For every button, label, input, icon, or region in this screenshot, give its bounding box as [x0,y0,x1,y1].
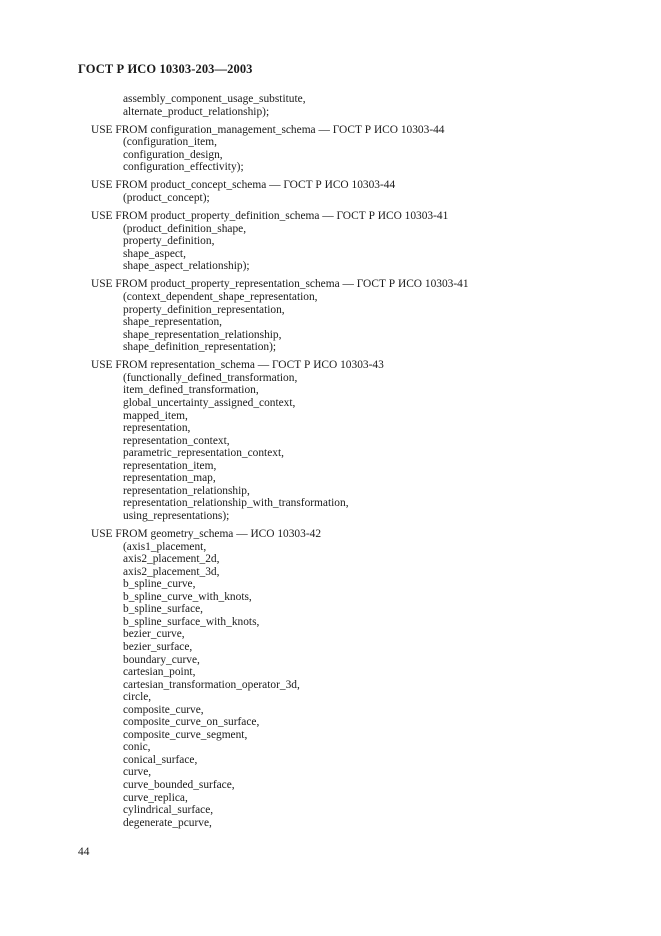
schema-item: shape_representation, [123,316,222,329]
schema-item: (configuration_item, [123,136,217,149]
schema-item: configuration_design, [123,148,223,161]
use-block [91,210,611,273]
schema-item: representation_map, [123,472,216,485]
use-from-line: USE FROM product_property_definition_schema — ГОСТ Р ИСО 10303-41 [91,210,449,223]
schema-item: composite_curve_on_surface, [123,716,260,729]
schema-item: assembly_component_usage_substitute, [123,93,306,105]
schema-item: shape_aspect_relationship); [123,260,250,273]
schema-item: curve, [123,766,152,779]
schema-item: item_defined_transformation, [123,384,259,397]
use-from-line: USE FROM geometry_schema — ИСО 10303-42 [91,528,322,541]
schema-item: shape_representation_relationship, [123,328,282,341]
schema-item: parametric_representation_context, [123,447,284,460]
schema-item: global_uncertainty_assigned_context, [123,397,296,409]
schema-item: mapped_item, [123,409,188,422]
schema-item: using_representations); [123,509,230,522]
use-from-line: USE FROM product_concept_schema — ГОСТ Р ИСО 10303-44 [91,179,396,192]
schema-item: (functionally_defined_transformation, [123,371,298,384]
schema-item: (product_definition_shape, [123,222,247,235]
schema-item: cartesian_point, [123,666,196,679]
use-block [91,93,611,118]
schema-item: curve_replica, [123,791,188,804]
schema-item: bezier_surface, [123,640,193,653]
schema-item: representation_relationship, [123,484,250,497]
schema-item: representation_relationship_with_transformation, [123,497,349,510]
use-block [91,179,611,204]
schema-item: (product_concept); [123,192,210,205]
schema-item: (context_dependent_shape_representation, [123,291,318,304]
schema-item: representation_context, [123,434,230,447]
schema-item: composite_curve_segment, [123,728,248,741]
schema-item: axis2_placement_3d, [123,565,220,578]
schema-item: b_spline_surface_with_knots, [123,615,260,628]
schema-item: conical_surface, [123,753,198,766]
schema-item: cartesian_transformation_operator_3d, [123,678,300,691]
schema-item: b_spline_curve, [123,578,196,591]
use-block [91,359,611,522]
schema-item: property_definition_representation, [123,303,285,316]
schema-item: configuration_effectivity); [123,161,244,174]
schema-item: curve_bounded_surface, [123,779,235,791]
schema-item: cylindrical_surface, [123,804,214,817]
schema-item: representation_item, [123,459,217,472]
use-from-line: USE FROM representation_schema — ГОСТ Р ИСО 10303-43 [91,359,384,372]
use-from-line: USE FROM configuration_management_schema — ГОСТ Р ИСО 10303-44 [91,123,445,136]
schema-item: circle, [123,691,152,704]
schema-item: degenerate_pcurve, [123,816,212,829]
use-block [91,278,611,353]
schema-item: alternate_product_relationship); [123,105,270,118]
schema-item: boundary_curve, [123,653,200,666]
schema-item: conic, [123,741,151,754]
page-number: 44 [78,846,90,858]
schema-item: b_spline_curve_with_knots, [123,590,252,603]
use-from-line: USE FROM product_property_representation_schema — ГОСТ Р ИСО 10303-41 [91,278,469,291]
schema-item: (axis1_placement, [123,540,207,553]
schema-item: property_definition, [123,235,215,248]
use-block [91,528,611,829]
schema-item: composite_curve, [123,703,204,716]
schema-listing [91,93,611,835]
schema-item: shape_aspect, [123,247,186,260]
schema-item: shape_definition_representation); [123,341,277,354]
schema-item: representation, [123,422,191,435]
schema-item: b_spline_surface, [123,603,204,616]
schema-item: bezier_curve, [123,628,185,641]
schema-item: axis2_placement_2d, [123,553,220,566]
page-header: ГОСТ Р ИСО 10303-203—2003 [78,62,253,76]
use-block [91,124,611,174]
